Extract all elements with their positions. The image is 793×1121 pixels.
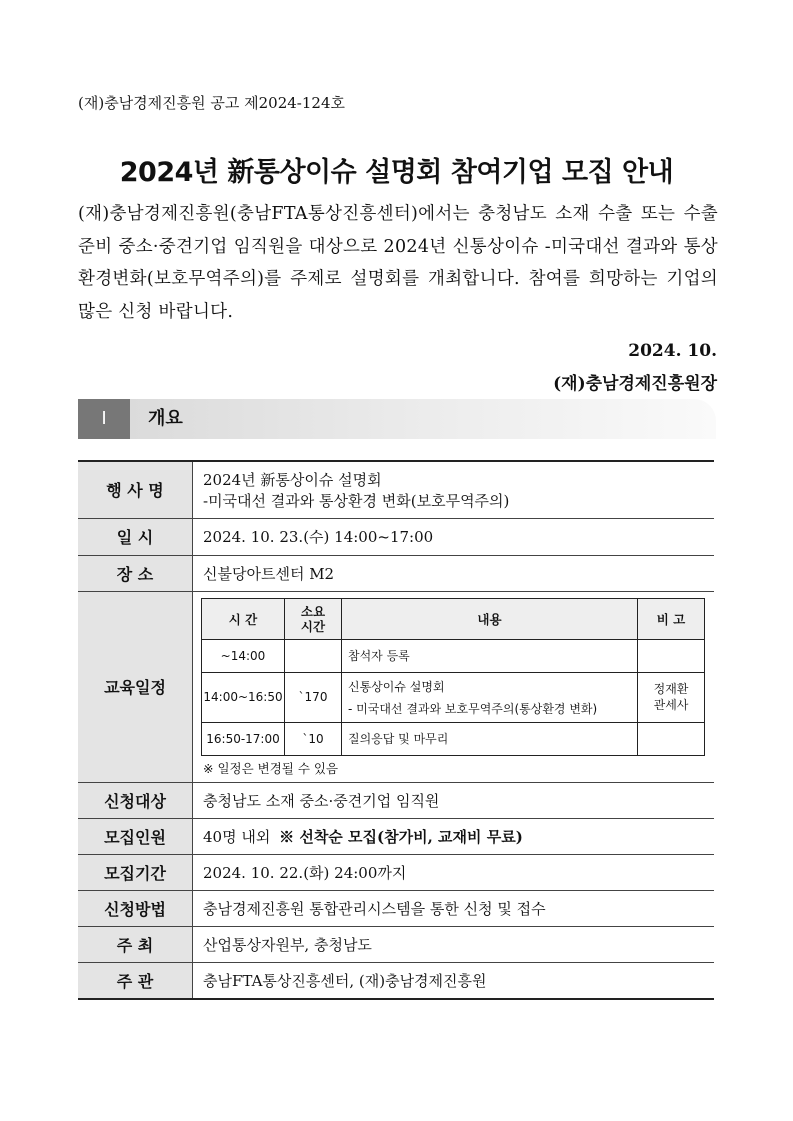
place-label: 장 소	[78, 555, 193, 591]
schedule-time: 14:00~16:50	[202, 672, 285, 722]
intro-paragraph: (재)충남경제진흥원(충남FTA통상진흥센터)에서는 충청남도 소재 수출 또는 수출준비 중소·중견기업 임직원을 대상으로 2024년 신통상이슈 -미국대선 결과와 통상환경변화(보호무역주의)를 주제로 설명회를 개최합니다. 참여를 희망하는 기업의 많은 신청 바랍니다.	[78, 204, 718, 322]
recruit-count: 40명 내외	[203, 827, 271, 846]
period-value: 2024. 10. 22.(화) 24:00까지	[193, 854, 715, 890]
schedule-cell	[193, 591, 715, 782]
row-place	[78, 555, 714, 591]
recruit-value	[193, 818, 715, 854]
method-value: 충남경제진흥원 통합관리시스템을 통한 신청 및 접수	[193, 890, 715, 926]
schedule-time: ~14:00	[202, 639, 285, 672]
row-recruit	[78, 818, 714, 854]
organizer-label: 주 관	[78, 962, 193, 999]
row-period	[78, 854, 714, 890]
row-method	[78, 890, 714, 926]
target-label: 신청대상	[78, 782, 193, 818]
section-number: Ⅰ	[78, 399, 130, 439]
row-target	[78, 782, 714, 818]
place-value: 신불당아트센터 M2	[193, 555, 715, 591]
schedule-label: 교육일정	[78, 591, 193, 782]
datetime-label: 일 시	[78, 518, 193, 555]
schedule-row	[202, 722, 705, 755]
schedule-remark: 정재환 관세사	[638, 672, 705, 722]
notice-number: (재)충남경제진흥원 공고 제2024-124호	[78, 94, 345, 112]
schedule-duration: `10	[285, 722, 342, 755]
row-schedule	[78, 591, 714, 782]
row-datetime	[78, 518, 714, 555]
page-title: 2024년 新통상이슈 설명회 참여기업 모집 안내	[119, 157, 674, 188]
organizer-value: 충남FTA통상진흥센터, (재)충남경제진흥원	[193, 962, 715, 999]
schedule-duration	[285, 639, 342, 672]
host-value: 산업통상자원부, 충청남도	[193, 926, 715, 962]
schedule-header-duration: 소요 시간	[285, 598, 342, 639]
event-line-1: 2024년 新통상이슈 설명회	[203, 470, 382, 489]
row-host	[78, 926, 714, 962]
overview-table	[78, 460, 714, 1000]
section-label: 개요	[148, 408, 183, 429]
schedule-row	[202, 639, 705, 672]
schedule-content	[342, 672, 638, 722]
method-label: 신청방법	[78, 890, 193, 926]
schedule-content: 참석자 등록	[342, 639, 638, 672]
event-line-2: -미국대선 결과와 통상환경 변화(보호무역주의)	[203, 491, 510, 510]
schedule-footnote: ※ 일정은 변경될 수 있음	[203, 760, 339, 776]
schedule-note-empty	[638, 639, 705, 672]
recruit-label: 모집인원	[78, 818, 193, 854]
schedule-content-line-1: 신통상이슈 설명회	[348, 679, 445, 694]
section-header-overview	[78, 399, 716, 439]
schedule-duration: `170	[285, 672, 342, 722]
schedule-header-row	[202, 598, 705, 639]
schedule-note-empty	[638, 722, 705, 755]
event-value	[193, 461, 715, 518]
row-event	[78, 461, 714, 518]
datetime-value: 2024. 10. 23.(수) 14:00~17:00	[193, 518, 715, 555]
schedule-content-line-2: - 미국대선 결과와 보호무역주의(통상환경 변화)	[348, 701, 598, 716]
target-value: 충청남도 소재 중소·중견기업 임직원	[193, 782, 715, 818]
schedule-header-content: 내용	[342, 598, 638, 639]
row-organizer	[78, 962, 714, 999]
schedule-table	[201, 598, 705, 756]
schedule-header-time: 시 간	[202, 598, 285, 639]
schedule-row	[202, 672, 705, 722]
event-label: 행 사 명	[78, 461, 193, 518]
period-label: 모집기간	[78, 854, 193, 890]
host-label: 주 최	[78, 926, 193, 962]
issuer-name: (재)충남경제진흥원장	[553, 374, 717, 394]
schedule-header-note: 비 고	[638, 598, 705, 639]
announcement-date: 2024. 10.	[628, 341, 717, 361]
schedule-content: 질의응답 및 마무리	[342, 722, 638, 755]
recruit-note: ※ 선착순 모집(참가비, 교재비 무료)	[279, 827, 523, 846]
schedule-time: 16:50-17:00	[202, 722, 285, 755]
